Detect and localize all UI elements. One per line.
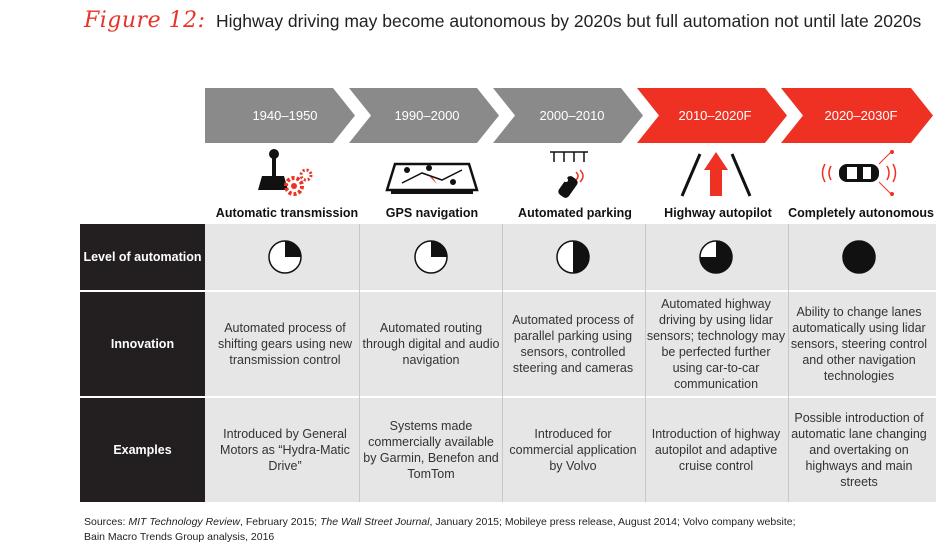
source-title-2: The Wall Street Journal [320, 516, 430, 528]
period-label-1: 1940–1950 [252, 108, 318, 123]
autonomous-car-icon [795, 148, 925, 198]
timeline-arrows [205, 88, 935, 143]
parking-car-icon [510, 148, 640, 198]
gear-shift-icon [222, 148, 352, 198]
innovation-cell-5: Ability to change lanes automatically using lidar sensors, steering control and other navigation technologies [790, 305, 928, 383]
automation-pie-2 [413, 239, 449, 275]
row-header-automation: Level of automation [80, 224, 205, 290]
innovation-cell-4: Automated highway driving by using lidar sensors; technology may be perfected further using car-to-car communication [646, 297, 786, 391]
row-divider [80, 290, 936, 292]
column-divider [359, 224, 360, 502]
examples-cell-1: Introduced by General Motors as “Hydra-Matic Drive” [220, 427, 350, 473]
automation-pie-4 [698, 239, 734, 275]
sources-note [84, 515, 944, 545]
pie-fill [285, 241, 301, 257]
innovation-cell-3: Automated process of parallel parking using sensors, controlled steering and cameras [512, 313, 634, 375]
examples-cell-5: Possible introduction of automatic lane changing and overtaking on highways and main streets [791, 411, 927, 489]
figure-label: Figure 12: [84, 8, 206, 33]
examples-cell-4: Introduction of highway autopilot and adaptive cruise control [651, 427, 781, 473]
period-label-2: 1990–2000 [394, 108, 460, 123]
figure-title-text: Highway driving may become autonomous by 2020s but full automation not until late 2020s [215, 11, 922, 31]
pie-fill [843, 241, 875, 273]
period-label-5: 2020–2030F [824, 108, 898, 123]
sources-line-2: Bain Macro Trends Group analysis, 2016 [84, 531, 275, 543]
column-title-5: Completely autonomous [788, 206, 934, 220]
row-divider [80, 396, 936, 398]
automation-pie-5 [841, 239, 877, 275]
pie-fill [573, 241, 589, 273]
gps-map-icon [367, 148, 497, 198]
automation-pie-3 [555, 239, 591, 275]
period-label-3: 2000–2010 [539, 108, 605, 123]
column-title-1: Automatic transmission [215, 206, 359, 220]
pie-fill [431, 241, 447, 257]
automation-pie-1 [267, 239, 303, 275]
column-title-3: Automated parking [518, 206, 632, 220]
source-rest-1: , February 2015; [240, 516, 320, 528]
source-title-1: MIT Technology Review [128, 516, 241, 528]
examples-cell-2: Systems made commercially available by Garmin, Benefon and TomTom [363, 419, 499, 481]
row-header-innovation: Innovation [80, 292, 205, 396]
row-header-examples: Examples [80, 398, 205, 502]
column-title-2: GPS navigation [385, 206, 479, 220]
examples-cell-3: Introduced for commercial application by Volvo [509, 427, 637, 473]
period-label-4: 2010–2020F [678, 108, 752, 123]
highway-arrow-icon [652, 148, 782, 198]
figure-title [84, 8, 921, 33]
sources-prefix: Sources: [84, 516, 129, 528]
source-rest-2: , January 2015; Mobileye press release, August 2014; Volvo company website; [429, 516, 796, 528]
innovation-cell-2: Automated routing through digital and audio navigation [362, 321, 500, 367]
innovation-cell-1: Automated process of shifting gears using new transmission control [217, 321, 353, 367]
column-title-4: Highway autopilot [664, 206, 772, 220]
